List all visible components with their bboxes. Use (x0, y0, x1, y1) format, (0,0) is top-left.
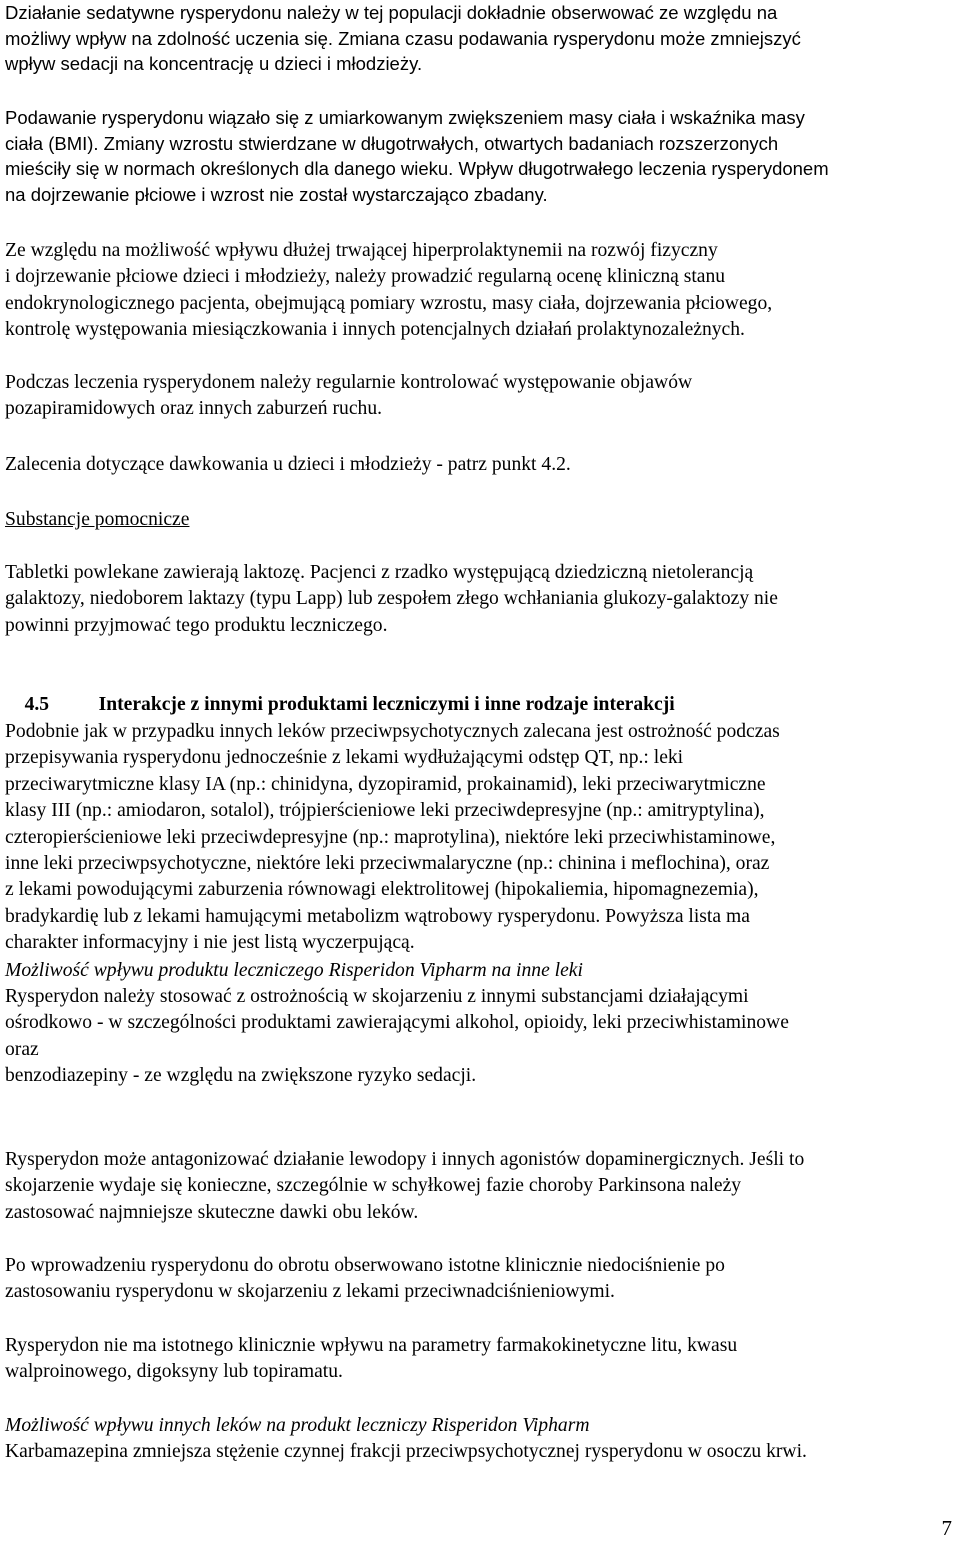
paragraph-hyperprolactinemia: Ze względu na możliwość wpływu dłużej trwającej hiperprolaktynemii na rozwój fizyczny i dojrzewanie płciowe dzieci i młodzieży, należy prowadzić regularną ocenę kliniczną stanu endokrynologicznego pacjenta, obejmującą pomiary wzrostu, masy ciała, dojrzewania płciowego, kontrolę występowania miesiączkowania i innych potencjalnych działań prolaktynozależnych. (5, 240, 773, 341)
page-number: 7 (941, 1516, 952, 1540)
paragraph-sedation: Działanie sedatywne rysperydonu należy w tej populacji dokładnie obserwować ze względu na możliwy wpływ na zdolność uczenia się. Zmiana czasu podawania rysperydonu może zmniejszyć wpływ sedacji na koncentrację u dzieci i młodzieży. (5, 2, 801, 74)
paragraph-dosing-reference: Zalecenia dotyczące dawkowania u dzieci i młodzieży - patrz punkt 4.2. (5, 454, 571, 475)
section-number: 4.5 (24, 694, 50, 715)
paragraph-cns-interactions: Rysperydon należy stosować z ostrożnością w skojarzeniu z innymi substancjami działającymi ośrodkowo - w szczególności produktami zawierającymi alkohol, opioidy, leki przeciwhistaminowe oraz benzodiazepiny - ze względu na zwiększone ryzyko sedacji. (5, 986, 789, 1087)
subsection-title-effect-on-other-drugs: Możliwość wpływu produktu leczniczego Risperidon Vipharm na inne leki (5, 960, 583, 981)
excipients-heading: Substancje pomocnicze (5, 509, 190, 530)
paragraph-extrapyramidal: Podczas leczenia rysperydonem należy regularnie kontrolować występowanie objawów pozapiramidowych oraz innych zaburzeń ruchu. (5, 372, 693, 420)
subsection-title-effect-of-other-drugs: Możliwość wpływu innych leków na produkt leczniczy Risperidon Vipharm (5, 1415, 590, 1436)
paragraph-hypotension: Po wprowadzeniu rysperydonu do obrotu obserwowano istotne klinicznie niedociśnienie po zastosowaniu rysperydonu w skojarzeniu z lekami przeciwnadciśnieniowymi. (5, 1255, 725, 1303)
paragraph-bmi: Podawanie rysperydonu wiązało się z umiarkowanym zwiększeniem masy ciała i wskaźnika masy ciała (BMI). Zmiany wzrostu stwierdzane w długotrwałych, otwartych badaniach rozszerzonych mieściły się w normach określonych dla danego wieku. Wpływ długotrwałego leczenia rysperydonem na dojrzewanie płciowe i wzrost nie został wystarczająco zbadany. (5, 107, 829, 205)
paragraph-lactose: Tabletki powlekane zawierają laktozę. Pacjenci z rzadko występującą dziedziczną nietolerancją galaktozy, niedoborem laktazy (typu Lapp) lub zespołem złego wchłaniania glukozy-galaktozy nie powinni przyjmować tego produktu leczniczego. (5, 562, 778, 636)
paragraph-carbamazepine: Karbamazepina zmniejsza stężenie czynnej frakcji przeciwpsychotycznej rysperydonu w osoczu krwi. (5, 1441, 807, 1462)
paragraph-qt-interactions: Podobnie jak w przypadku innych leków przeciwpsychotycznych zalecana jest ostrożność podczas przepisywania rysperydonu jednocześnie z lekami wydłużającymi odstęp QT, np.: leki przeciwarytmiczne klasy IA (np.: chinidyna, dyzopiramid, prokainamid), leki przeciwarytmiczne klasy III (np.: amiodaron, sotalol), trójpierścieniowe leki przeciwdepresyjne (np.: amitryptylina), czteropierścieniowe leki przeciwdepresyjne (np.: maprotylina), niektóre leki przeciwhistaminowe, inne leki przeciwpsychotyczne, niektóre leki przeciwmalaryczne (np.: chinina i meflochina), oraz z lekami powodującymi zaburzenia równowagi elektrolitowej (hipokaliemia, hipomagnezemia), bradykardię lub z lekami hamującymi metabolizm wątrobowy rysperydonu. Powyższa lista ma charakter informacyjny i nie jest listą wyczerpującą. (5, 721, 780, 954)
paragraph-levodopa: Rysperydon może antagonizować działanie lewodopy i innych agonistów dopaminergicznych. Jeśli to skojarzenie wydaje się konieczne, szczególnie w schyłkowej fazie choroby Parkinsona należy zastosować najmniejsze skuteczne dawki obu leków. (5, 1149, 805, 1223)
section-title: Interakcje z innymi produktami leczniczymi i inne rodzaje interakcji (98, 694, 675, 715)
paragraph-pharmacokinetics: Rysperydon nie ma istotnego klinicznie wpływu na parametry farmakokinetyczne litu, kwasu walproinowego, digoksyny lub topiramatu. (5, 1335, 738, 1383)
